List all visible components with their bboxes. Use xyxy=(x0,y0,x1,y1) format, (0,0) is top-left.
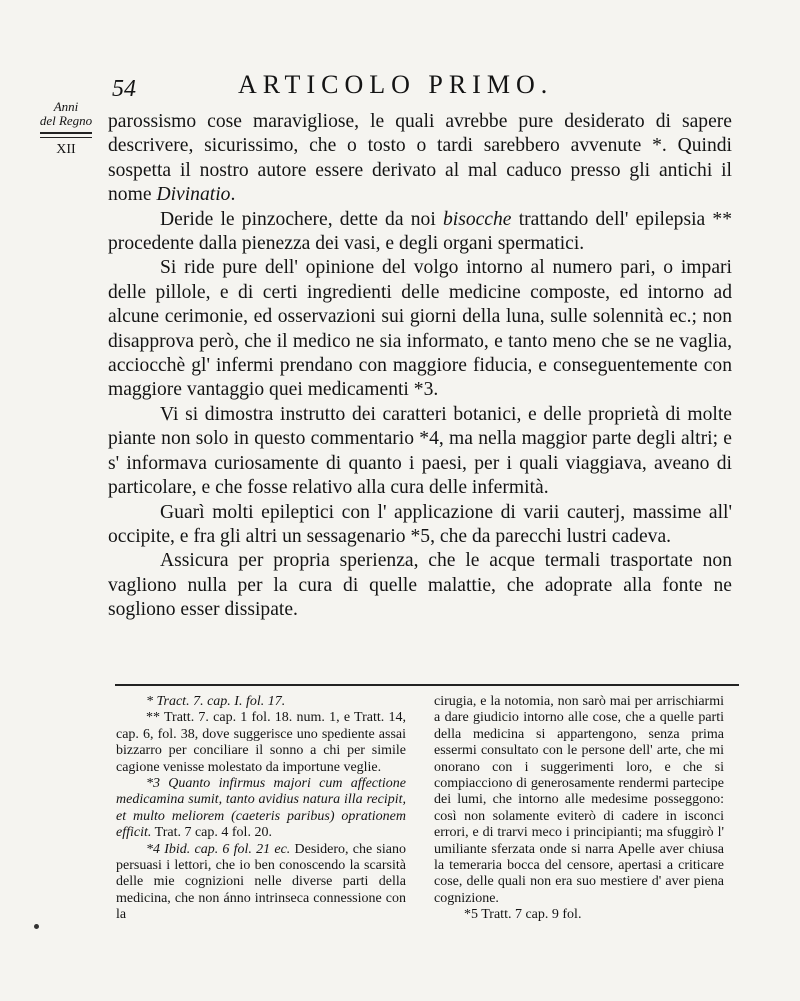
margin-note xyxy=(30,100,102,158)
running-head: ARTICOLO PRIMO. xyxy=(238,70,554,99)
margin-note-title-2: del Regno xyxy=(39,113,93,128)
page-header xyxy=(108,62,738,102)
paragraph-4: Vi si dimostra instrutto dei caratteri botanici, e delle proprietà di molte piante non solo in questo commentario *4, ma nella maggior parte degli altri; e s' informava curiosamente di quanto i paesi, per i quali viaggiava, aveano di particolare, e che fosse relativo alla cura delle infermità. xyxy=(108,403,732,499)
margin-note-rule xyxy=(40,132,92,138)
paragraph-2-italic: bisocche xyxy=(442,208,512,230)
footnote-divider xyxy=(115,684,739,686)
paragraph-1-text: parossismo cose maravigliose, le quali avrebbe pure desiderato di sapere descrivere, sicurissimo, che o tosto o tardi sarebbero avvenute *. Quindi sospetta il nostro autore essere derivato al mal caduco presso gli antichi il nome xyxy=(108,111,732,206)
page-number: 54 xyxy=(112,76,136,102)
paragraph-3: Si ride pure dell' opinione del volgo intorno al numero pari, o impari delle pillole, e di certi ingredienti delle medicine composte, ed intorno ad alcune cerimonie, ed osservazioni sui giorni della luna, sulle solennità ec.; non disapprova però, che il medico ne sia informato, e tanto meno che se ne vaglia, acciocchè gl' infermi prendano con maggiore fiducia, e conseguentemente con maggiore vantaggio quei medicamenti *3. xyxy=(108,257,732,401)
body-text xyxy=(108,110,732,623)
paragraph-5: Guarì molti epileptici con l' applicazione di varii cauterj, massime all' occipite, e fra gli altri un sessagenario *5, che da parecchi lustri cadeva. xyxy=(108,501,732,547)
footnote-4-ref: *4 Ibid. cap. 6 fol. 21 ec. xyxy=(146,841,291,857)
paragraph-2-text-a: Deride le pinzochere, dette da noi xyxy=(160,208,443,230)
footnote-4-continuation: cirugia, e la notomia, non sarò mai per arrischiarmi a dare giudicio intorno alle cose, che a quelle parti della medicina si appartengono, senza prima essermi consultato con le persone dell' arte, che mi onorano con i suggerimenti loro, e che si compiacciono di generosamente rendermi partecipe dei lumi, che intorno alle medesime posseggono: così non solamente eviterò di cadere in isconci errori, e di trarvi meco i principianti; ma sfuggirò l' umiliante sferzata onde si narra Apelle aver chiusa la temeraria bocca del censore, apertasi a criticare cose, delle quali non era suo mestiere d' aver piena cognizione. xyxy=(434,694,724,906)
footnote-3-ref: Trat. 7 cap. 4 fol. 20. xyxy=(151,825,272,841)
footnote-3-quote: *3 Quanto infirmus majori cum affectione medicamina sumit, tanto avidius natura illa recipit, et multo meliorem (caeteris paribus) oprationem efficit. xyxy=(116,776,406,841)
paragraph-2-text-b: trattando dell' epilepsia ** procedente dalla pienezza dei vasi, e degli organi spermatici. xyxy=(108,208,732,255)
ink-spot xyxy=(34,924,39,929)
paragraph-1-italic: Divinatio xyxy=(156,184,231,206)
footnote-1 xyxy=(116,694,406,710)
footnote-4 xyxy=(116,842,406,924)
footnotes-right-column xyxy=(434,694,724,924)
footnote-2: ** Tratt. 7. cap. 1 fol. 18. num. 1, e Tratt. 14, cap. 6, fol. 38, dove suggerisce uno spediente assai bizzarro per conciliare il sonno a chi per simile cagione venisse molestato da importune veglie. xyxy=(116,710,406,775)
footnote-5: *5 Tratt. 7 cap. 9 fol. xyxy=(464,907,582,923)
margin-note-title-1: Anni xyxy=(53,99,79,114)
footnotes-left-column xyxy=(116,694,406,924)
footnote-4-text: Desidero, che siano persuasi i lettori, che io ben conoscendo la scarsità delle mie cognizioni nelle diverse parti della medicina, che non ánno intrinseca connessione con la xyxy=(116,841,406,923)
paragraph-6: Assicura per propria sperienza, che le acque termali trasportate non vagliono nulla per la cura di quelle malattie, che adoprate alla fonte ne sogliono esser dissipate. xyxy=(108,550,732,621)
paragraph-2 xyxy=(108,208,732,257)
footnote-3 xyxy=(116,776,406,842)
paragraph-1 xyxy=(108,110,732,208)
margin-note-year: XII xyxy=(56,142,76,157)
footnote-1-text: * Tract. 7. cap. I. fol. 17. xyxy=(146,694,286,709)
paragraph-1-end: . xyxy=(230,184,236,206)
